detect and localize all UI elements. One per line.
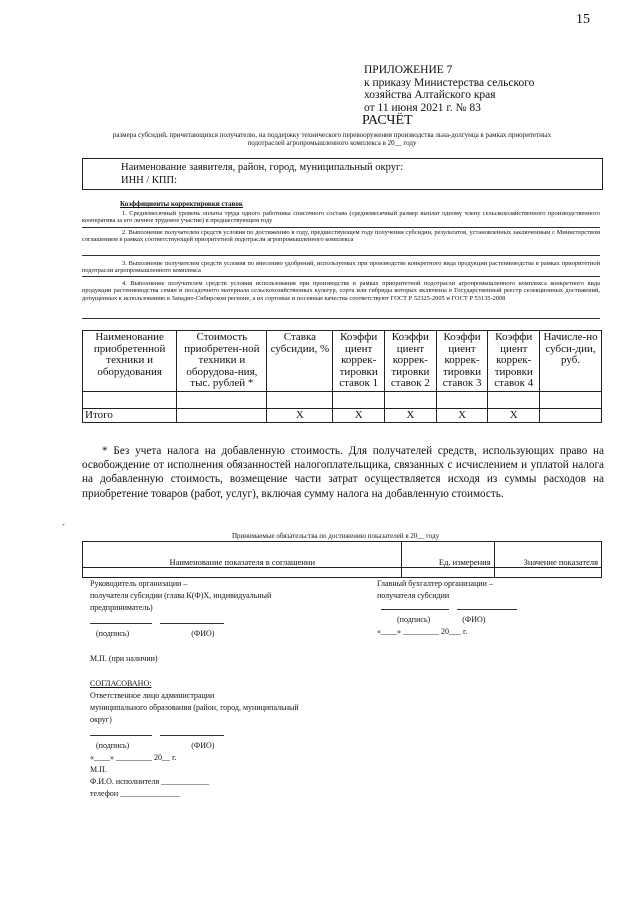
divider <box>82 276 600 277</box>
vat-footnote <box>82 444 604 501</box>
table-cell[interactable] <box>83 568 402 578</box>
table-cell[interactable] <box>83 391 177 408</box>
signature-line[interactable] <box>381 609 449 610</box>
date-line[interactable]: «____» _________ 20__ г. <box>90 753 177 762</box>
responsible-line3: округ) <box>90 715 112 724</box>
signature-caption: (подпись) <box>96 741 130 750</box>
agreement-block <box>90 678 365 800</box>
column-header: Значение показателя <box>494 542 601 568</box>
head-title-line3: предприниматель) <box>90 603 153 612</box>
coefficient-item-1 <box>82 210 600 225</box>
head-title-line1: Руководитель организации – <box>90 579 188 588</box>
signature-caption: (подпись) <box>96 629 130 638</box>
applicant-inn-label: ИНН / КПП: <box>121 175 178 186</box>
coefficients-heading: Коэффициенты корректировки ставок <box>120 200 243 208</box>
table-header-row <box>83 331 602 392</box>
table-row <box>83 568 602 578</box>
fio-line[interactable] <box>160 735 224 736</box>
annex-header <box>364 64 534 114</box>
signature-line[interactable] <box>90 623 152 624</box>
stray-mark: - <box>62 520 65 529</box>
table-row <box>83 391 602 408</box>
table-header-row <box>83 542 602 568</box>
fio-caption: (ФИО) <box>191 629 215 638</box>
date-line[interactable]: «____» _________ 20___ г. <box>377 627 468 636</box>
divider <box>82 318 600 319</box>
column-header: Начисле-но субси-дии, руб. <box>540 331 602 392</box>
head-title-line2: получателя субсидии (глава К(Ф)Х, индивидуальный <box>90 591 272 600</box>
fio-caption: (ФИО) <box>462 615 486 624</box>
executor-line[interactable]: Ф.И.О. исполнителя ____________ <box>90 777 210 786</box>
column-header: Коэффи циент коррек-тировки ставок 2 <box>385 331 437 392</box>
total-label: Итого <box>83 408 177 423</box>
document-title: РАСЧЁТ <box>362 113 413 128</box>
annex-date-line: от 11 июня 2021 г. № 83 <box>364 101 481 114</box>
table-cell[interactable] <box>436 391 488 408</box>
divider <box>82 227 600 228</box>
x-mark: X <box>436 408 488 423</box>
x-mark: X <box>385 408 437 423</box>
coefficient-text: 2. Выполнение получателем средств условия по достижению в году, предшествующем году получения субсидии, результатов, установленных заключенным с Министерством соглашением в рамках соответствующей приоритетной подотрасли агропромышленного комплекса <box>82 229 600 244</box>
applicant-name-label: Наименование заявителя, район, город, муниципальный округ: <box>121 162 404 173</box>
table-cell[interactable] <box>494 568 601 578</box>
table-cell[interactable] <box>385 391 437 408</box>
fio-caption: (ФИО) <box>191 741 215 750</box>
document-subtitle: размера субсидий, причитающихся получателю, на поддержку технического перевооружения производства льна-долгунца в рамках приоритетных подотраслей агропромышленного комплекса в 20__ году <box>112 131 552 147</box>
table-cell[interactable] <box>540 408 602 423</box>
fio-line[interactable] <box>160 623 224 624</box>
accountant-title-line1: Главный бухгалтер организации – <box>377 579 493 588</box>
responsible-line2: муниципального образования (район, город, муниципальный <box>90 703 299 712</box>
signature-caption: (подпись) <box>397 615 431 624</box>
table-cell[interactable] <box>267 391 333 408</box>
coefficient-item-3 <box>82 260 600 275</box>
accountant-title-line2: получателя субсидии <box>377 591 450 600</box>
annex-title: ПРИЛОЖЕНИЕ 7 <box>364 64 453 76</box>
signature-line[interactable] <box>90 735 152 736</box>
table-cell[interactable] <box>333 391 385 408</box>
column-header: Коэффи циент коррек-тировки ставок 1 <box>333 331 385 392</box>
fio-line[interactable] <box>457 609 517 610</box>
column-header: Наименование приобретенной техники и оборудования <box>83 331 177 392</box>
x-mark: X <box>267 408 333 423</box>
column-header: Коэффи циент коррек-тировки ставок 3 <box>436 331 488 392</box>
table-cell[interactable] <box>177 408 267 423</box>
column-header: Ставка субсидии, % <box>267 331 333 392</box>
head-signature-block <box>90 578 365 640</box>
coefficient-text: 1. Среднемесячный уровень оплаты труда одного работника списочного состава (среднемесячный размер выплат одному члену сельскохозяйственного производственного кооператива за его личное трудовое участие) в предшествующем году <box>82 210 600 225</box>
indicators-table <box>82 541 602 578</box>
column-header: Стоимость приобретен-ной техники и оборудова-ния, тыс. рублей * <box>177 331 267 392</box>
page-number: 15 <box>576 12 590 27</box>
annex-order-line: к приказу Министерства сельского <box>364 76 535 89</box>
total-row <box>83 408 602 423</box>
coefficient-text: 4. Выполнение получателем средств условия использования при производстве в рамках приоритетной подотрасли агропромышленного комплекса конкретного вида продукции растениеводства семян и посадочного материала сельскохозяйственных культур, сорта или гибриды которых включены в Государственный реестр селекционных достижений, допущенных к использованию в Западно-Сибирском регионе, а их сортовые и посевные качества соответствуют ГОСТ Р 52325-2005 и ГОСТ Р 53135-2008 <box>82 280 600 302</box>
agreed-heading: СОГЛАСОВАНО: <box>90 679 152 688</box>
coefficient-item-4 <box>82 280 600 302</box>
coefficient-item-2 <box>82 229 600 244</box>
table-cell[interactable] <box>177 391 267 408</box>
responsible-line1: Ответственное лицо администрации <box>90 691 215 700</box>
footnote-text: * Без учета налога на добавленную стоимость. Для получателей средств, использующих право на освобождение от исполнения обязанностей налогоплательщика, связанных с исчислением и уплатой налога на добавленную стоимость, возмещение части затрат осуществляется исходя из суммы расходов на приобретение товаров (работ, услуг), включая сумму налога на добавленную стоимость. <box>82 445 604 500</box>
coefficient-text: 3. Выполнение получателем средств условия по внесению удобрений, используемых при производстве конкретного вида продукции растениеводства в рамках приоритетной подотрасли агропромышленного комплекса <box>82 260 600 275</box>
table-cell[interactable] <box>488 391 540 408</box>
subsidy-calculation-table <box>82 330 602 423</box>
stamp-label: М.П. <box>90 765 107 774</box>
annex-ministry-line: хозяйства Алтайского края <box>364 89 496 101</box>
x-mark: X <box>488 408 540 423</box>
table-cell[interactable] <box>540 391 602 408</box>
stamp-optional: М.П. (при наличии) <box>90 654 158 663</box>
applicant-box <box>82 158 603 190</box>
phone-line[interactable]: телефон _______________ <box>90 789 181 798</box>
column-header: Наименование показателя в соглашении <box>83 542 402 568</box>
column-header: Коэффи циент коррек-тировки ставок 4 <box>488 331 540 392</box>
x-mark: X <box>333 408 385 423</box>
divider <box>82 255 600 256</box>
column-header: Ед. измерения <box>402 542 494 568</box>
table-cell[interactable] <box>402 568 494 578</box>
accountant-signature-block <box>377 578 602 638</box>
indicators-caption: Принимаемые обязательства по достижению показателей в 20__ году <box>232 532 440 540</box>
